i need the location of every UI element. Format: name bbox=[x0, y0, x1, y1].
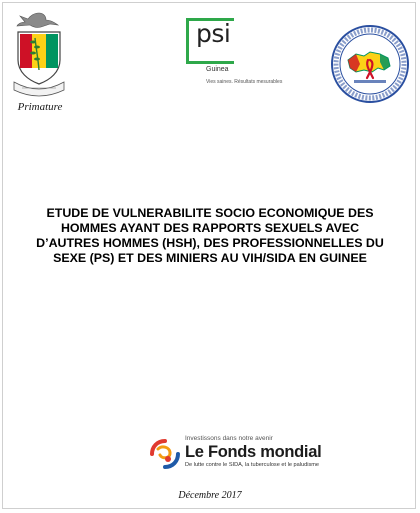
global-fund-subline: De lutte contre le SIDA, la tuberculose et le paludisme bbox=[185, 462, 320, 468]
global-fund-tagline: Investissons dans notre avenir bbox=[185, 435, 273, 442]
title-line: SEXE (PS) ET DES MINIERS AU VIH/SIDA EN GUINEE bbox=[53, 251, 367, 265]
psi-logo bbox=[186, 14, 296, 94]
psi-wordmark: psi bbox=[196, 19, 231, 48]
guinea-coat-of-arms-icon bbox=[8, 10, 70, 100]
document-title bbox=[18, 206, 402, 266]
title-line: HOMMES AYANT DES RAPPORTS SEXUELS AVEC bbox=[60, 221, 360, 235]
primature-caption: Primature bbox=[17, 101, 63, 113]
global-fund-swirl-icon bbox=[148, 437, 182, 471]
cnls-seal-icon bbox=[330, 24, 410, 104]
title-line: D’AUTRES HOMMES (HSH), DES PROFESSIONNELLES DU bbox=[36, 236, 384, 250]
global-fund-name: Le Fonds mondial bbox=[185, 443, 322, 461]
title-line: ETUDE DE VULNERABILITE SOCIO ECONOMIQUE DES bbox=[46, 206, 374, 220]
publication-date: Décembre 2017 bbox=[178, 490, 242, 501]
global-fund-logo bbox=[148, 435, 328, 471]
psi-country: Guinea bbox=[206, 66, 229, 73]
psi-tagline: Vies saines. Résultats mesurables bbox=[206, 79, 283, 85]
